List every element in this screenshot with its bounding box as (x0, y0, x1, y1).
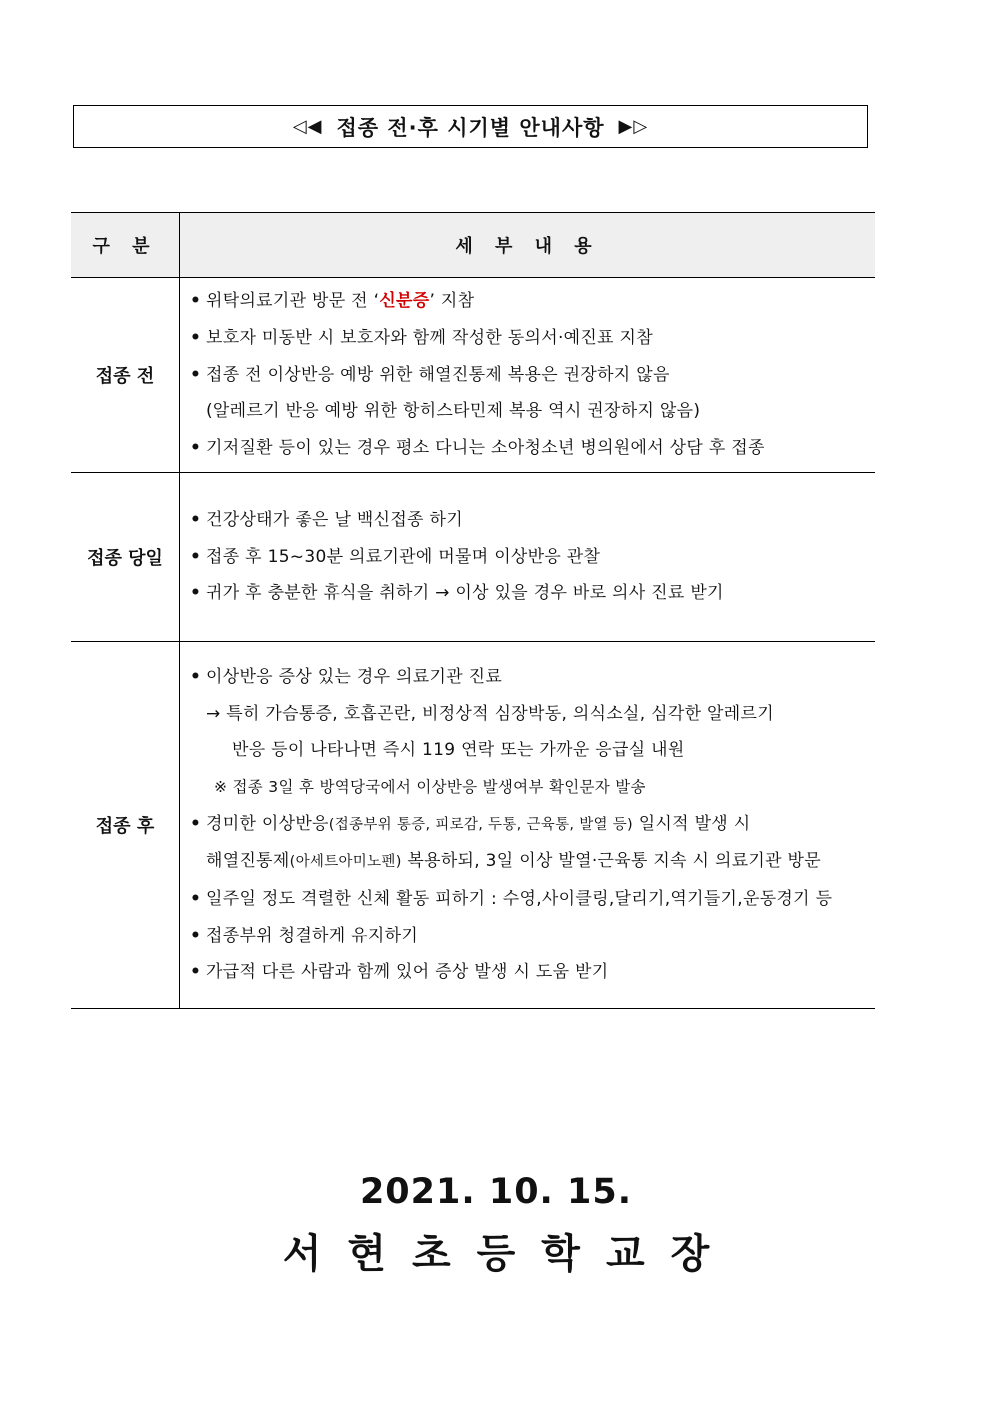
list-item: • 접종 전 이상반응 예방 위한 해열진통제 복용은 권장하지 않음 (190, 357, 875, 394)
title-text: 접종 전·후 시기별 안내사항 (336, 115, 605, 140)
list-item (190, 283, 875, 320)
text: 해열진통제 (206, 851, 290, 872)
text: ’ 지참 (429, 291, 475, 312)
list-item: • 일주일 정도 격렬한 신체 활동 피하기 : 수영,사이클링,달리기,역기들기,운동경기 등 (190, 881, 875, 918)
guide-table (71, 212, 875, 1009)
row-detail (180, 278, 876, 473)
list-item: • 건강상태가 좋은 날 백신접종 하기 (190, 502, 875, 539)
issue-date: 2021. 10. 15. (359, 1172, 633, 1212)
header-category: 구 분 (71, 213, 180, 278)
text: 위탁의료기관 방문 전 ‘ (206, 291, 380, 312)
table-row (71, 642, 875, 1009)
list-item-continuation (190, 843, 875, 881)
list-item-continuation: (알레르기 반응 예방 위한 항히스타민제 복용 역시 권장하지 않음) (206, 401, 701, 422)
list-item: • 이상반응 증상 있는 경우 의료기관 진료 (190, 659, 875, 696)
row-detail (180, 473, 876, 642)
list-item: • 기저질환 등이 있는 경우 평소 다니는 소아청소년 병의원에서 상담 후 접종 (190, 430, 875, 467)
page-title (73, 105, 868, 148)
list-item: • 보호자 미동반 시 보호자와 함께 작성한 동의서·예진표 지참 (190, 320, 875, 357)
list-item-sub: → 특히 가슴통증, 호흡곤란, 비정상적 심장박동, 의식소실, 심각한 알레르기 (206, 703, 774, 724)
left-arrows-icon: ◁◀ (292, 116, 323, 137)
list-item-continuation: 반응 등이 나타나면 즉시 119 연락 또는 가까운 응급실 내원 (232, 740, 685, 761)
list-item: • 접종 후 15~30분 의료기관에 머물며 이상반응 관찰 (190, 539, 875, 576)
row-category: 접종 전 (71, 278, 180, 473)
table-row (71, 278, 875, 473)
right-arrows-icon: ▶▷ (618, 116, 649, 137)
table-row (71, 473, 875, 642)
text: 일시적 발생 시 (633, 813, 751, 834)
list-item: • 접종부위 청결하게 유지하기 (190, 918, 875, 955)
row-category: 접종 후 (71, 642, 180, 1009)
text: 경미한 이상반응 (206, 813, 329, 834)
list-item (190, 806, 875, 844)
header-detail: 세 부 내 용 (180, 213, 876, 278)
table-header-row (71, 213, 875, 278)
note-item: ※ 접종 3일 후 방역당국에서 이상반응 발생여부 확인문자 발송 (214, 777, 646, 796)
text-small: (접종부위 통증, 피로감, 두통, 근육통, 발열 등) (328, 816, 633, 833)
list-item: • 귀가 후 충분한 휴식을 취하기 → 이상 있을 경우 바로 의사 진료 받기 (190, 575, 875, 612)
list-item: • 가급적 다른 사람과 함께 있어 증상 발생 시 도움 받기 (190, 954, 875, 991)
signer-name: 서현초등학교장 (282, 1231, 736, 1277)
row-category: 접종 당일 (71, 473, 180, 642)
text: 복용하되, 3일 이상 발열·근육통 지속 시 의료기관 방문 (401, 851, 822, 872)
id-card-highlight: 신분증 (379, 291, 430, 312)
row-detail (180, 642, 876, 1009)
text-small: (아세트아미노펜) (289, 854, 402, 871)
